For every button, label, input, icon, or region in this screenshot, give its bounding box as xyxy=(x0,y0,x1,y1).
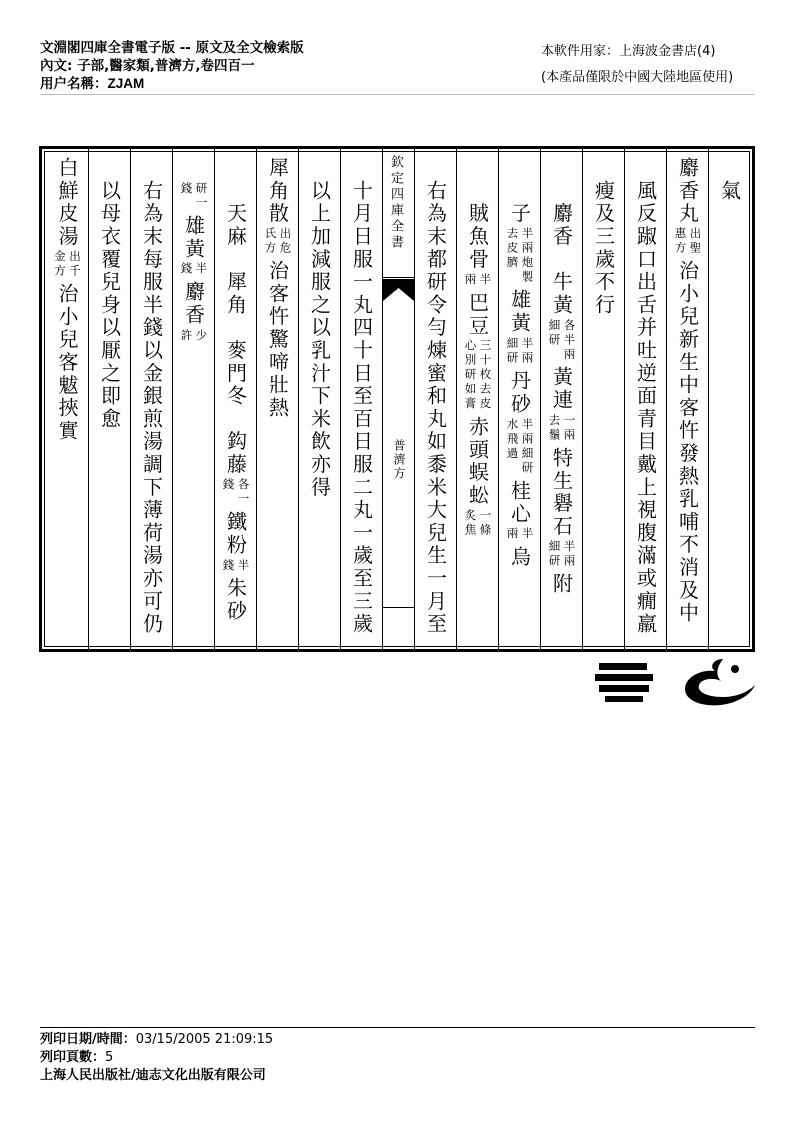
note-line: 炙焦 xyxy=(463,508,478,538)
main-text: 以母衣覆兒身以厭之即愈 xyxy=(97,157,122,431)
main-text: 天麻 犀角 麥門冬 鈎藤 xyxy=(223,157,248,477)
text-column xyxy=(46,149,88,649)
page-count-label: 列印頁數： xyxy=(40,1050,106,1065)
main-text: 賊魚骨 xyxy=(465,157,490,271)
text-column xyxy=(414,149,456,649)
text-column xyxy=(708,149,750,649)
note-line: 兩 xyxy=(463,273,478,288)
note-line: 錢 xyxy=(221,478,236,493)
main-text: 右為末都研令勻煉蜜和丸如黍米大兒生一月至 xyxy=(423,157,448,636)
print-datetime-label: 列印日期/時間： xyxy=(40,1032,136,1047)
interlinear-note xyxy=(505,337,535,366)
user-value: ZJAM xyxy=(107,76,145,91)
note-line: 細研 xyxy=(547,318,562,348)
interlinear-note xyxy=(547,414,577,443)
note-line: 半 xyxy=(478,273,493,288)
interlinear-note xyxy=(179,329,209,344)
note-line: 兩 xyxy=(505,527,520,542)
note-line: 一兩 xyxy=(562,413,577,443)
note-line: 錢 xyxy=(221,558,236,574)
main-text: 風反踧口出舌并吐逆面青目戴上視腹滿或癇羸 xyxy=(633,157,658,636)
note-line: 氏方 xyxy=(263,227,278,257)
main-text: 白鮮皮湯 xyxy=(55,157,79,249)
interlinear-note xyxy=(263,227,293,256)
content-label: 內文: xyxy=(40,58,78,74)
interlinear-note xyxy=(673,227,703,256)
main-text: 朱砂 xyxy=(223,577,248,623)
main-text: 以上加減服之以乳汁下米飲亦得 xyxy=(307,157,332,499)
text-column xyxy=(172,149,214,649)
main-text: 麝香 xyxy=(181,280,206,327)
text-column xyxy=(666,149,708,649)
note-line: 細研 xyxy=(505,337,520,367)
note-line: 水飛過 xyxy=(505,417,520,462)
main-text: 黃連 xyxy=(549,366,574,412)
note-line: 去鬚 xyxy=(547,413,562,443)
note-line: 錢 xyxy=(179,181,194,197)
note-line: 半 xyxy=(194,262,209,277)
text-column xyxy=(88,149,130,649)
page-frame xyxy=(39,146,755,652)
page-count xyxy=(40,1049,273,1067)
document-header xyxy=(40,39,304,93)
note-line: 一條 xyxy=(478,508,493,538)
text-column xyxy=(298,149,340,649)
footer-divider xyxy=(40,1027,755,1028)
interlinear-note xyxy=(505,418,535,476)
main-text: 麝香 牛黃 xyxy=(549,157,574,317)
note-line: 出危 xyxy=(278,227,293,257)
note-line: 去皮臍 xyxy=(505,227,520,271)
main-text: 巴豆 xyxy=(465,291,490,338)
text-column xyxy=(498,149,540,649)
interlinear-note xyxy=(463,339,493,412)
main-text: 特生礜石 xyxy=(549,446,574,538)
note-line: 半兩炮製 xyxy=(520,227,535,286)
note-line: 各一 xyxy=(236,478,251,508)
user-label: 用户名稱： xyxy=(40,76,108,92)
document-footer xyxy=(40,1031,273,1085)
interlinear-note xyxy=(52,250,82,279)
main-text: 治客忤驚啼壯熱 xyxy=(265,260,290,421)
page-count-value: 5 xyxy=(105,1050,114,1065)
text-column xyxy=(130,149,172,649)
text-column xyxy=(456,149,498,649)
center-gutter xyxy=(382,149,414,649)
gutter-divider xyxy=(383,277,414,278)
main-text: 右為末每服半錢以金銀煎湯調下薄荷湯亦可仍 xyxy=(139,157,164,636)
interlinear-note xyxy=(547,540,577,569)
note-line: 半兩細研 xyxy=(520,417,535,476)
main-text: 丹砂 xyxy=(507,370,532,416)
interlinear-note xyxy=(221,559,251,574)
main-text xyxy=(182,157,206,180)
book-title: 普濟方 xyxy=(392,439,406,481)
note-line: 心別研如膏 xyxy=(463,339,478,412)
interlinear-note xyxy=(463,509,493,538)
main-text: 雄黃 xyxy=(507,289,532,336)
text-column xyxy=(214,149,256,649)
note-line: 半兩 xyxy=(562,539,577,569)
note-line: 研一 xyxy=(194,181,209,211)
note-line: 金方 xyxy=(53,250,67,280)
fishtail-mark-icon xyxy=(383,279,414,301)
interlinear-note xyxy=(505,227,535,285)
note-line: 出聖 xyxy=(688,227,703,257)
main-text: 桂心 xyxy=(507,479,532,526)
main-text: 治小兒客魃挾實 xyxy=(55,283,79,443)
text-columns xyxy=(46,149,750,649)
interlinear-note xyxy=(547,319,577,363)
licensee: 本軟件用家：上海波金書店(4) xyxy=(541,44,716,59)
note-line: 半 xyxy=(236,558,251,574)
note-line: 出千 xyxy=(68,250,82,280)
app-title: 文淵閣四庫全書電子版 -- 原文及全文檢索版 xyxy=(40,40,304,56)
main-text: 子 xyxy=(507,157,532,226)
content-path xyxy=(40,57,304,75)
note-line: 細研 xyxy=(547,539,562,569)
main-text: 犀角散 xyxy=(265,157,290,226)
main-text: 附 xyxy=(549,572,574,596)
note-line: 惠方 xyxy=(673,227,688,257)
header-divider xyxy=(40,94,755,95)
note-line: 少 xyxy=(194,328,209,344)
main-text: 瘦及三歲不行 xyxy=(591,157,616,317)
main-text: 氣 xyxy=(717,157,742,203)
note-line: 許 xyxy=(179,328,194,344)
main-text: 鐵粉 xyxy=(223,511,248,557)
text-column xyxy=(582,149,624,649)
interlinear-note xyxy=(221,478,251,507)
interlinear-note xyxy=(505,527,535,542)
content-value: 子部,醫家類,普濟方,卷四百一 xyxy=(77,58,255,74)
text-column xyxy=(256,149,298,649)
note-line: 錢 xyxy=(179,262,194,277)
main-text: 麝香丸 xyxy=(675,157,700,226)
main-text: 十月日服一丸四十日至百日服二丸一歲至三歲 xyxy=(349,157,374,636)
print-datetime-value: 03/15/2005 21:09:15 xyxy=(135,1032,274,1047)
note-line: 半兩 xyxy=(520,337,535,367)
note-line: 半 xyxy=(520,527,535,542)
print-datetime xyxy=(40,1031,273,1049)
interlinear-note xyxy=(463,273,493,288)
note-line: 各半兩 xyxy=(562,318,577,363)
user-name xyxy=(40,75,304,93)
publisher-logo-icon xyxy=(595,655,755,711)
main-text: 赤頭蜈蚣 xyxy=(465,415,490,507)
publisher: 上海人民出版社/迪志文化出版有限公司 xyxy=(40,1068,266,1083)
series-title: 欽定四庫全書 xyxy=(388,155,403,251)
note-line: 三十枚去皮 xyxy=(478,339,493,412)
text-column xyxy=(340,149,382,649)
interlinear-note xyxy=(179,262,209,277)
text-column xyxy=(624,149,666,649)
text-column xyxy=(540,149,582,649)
gutter-divider xyxy=(383,607,414,608)
main-text: 烏 xyxy=(507,545,532,569)
main-text: 雄黃 xyxy=(181,214,206,261)
license-info xyxy=(541,39,733,91)
restriction-note: (本產品僅限於中國大陸地區使用) xyxy=(541,70,734,85)
interlinear-note xyxy=(179,182,209,211)
main-text: 治小兒新生中客忤發熱乳哺不消及中 xyxy=(675,260,700,626)
